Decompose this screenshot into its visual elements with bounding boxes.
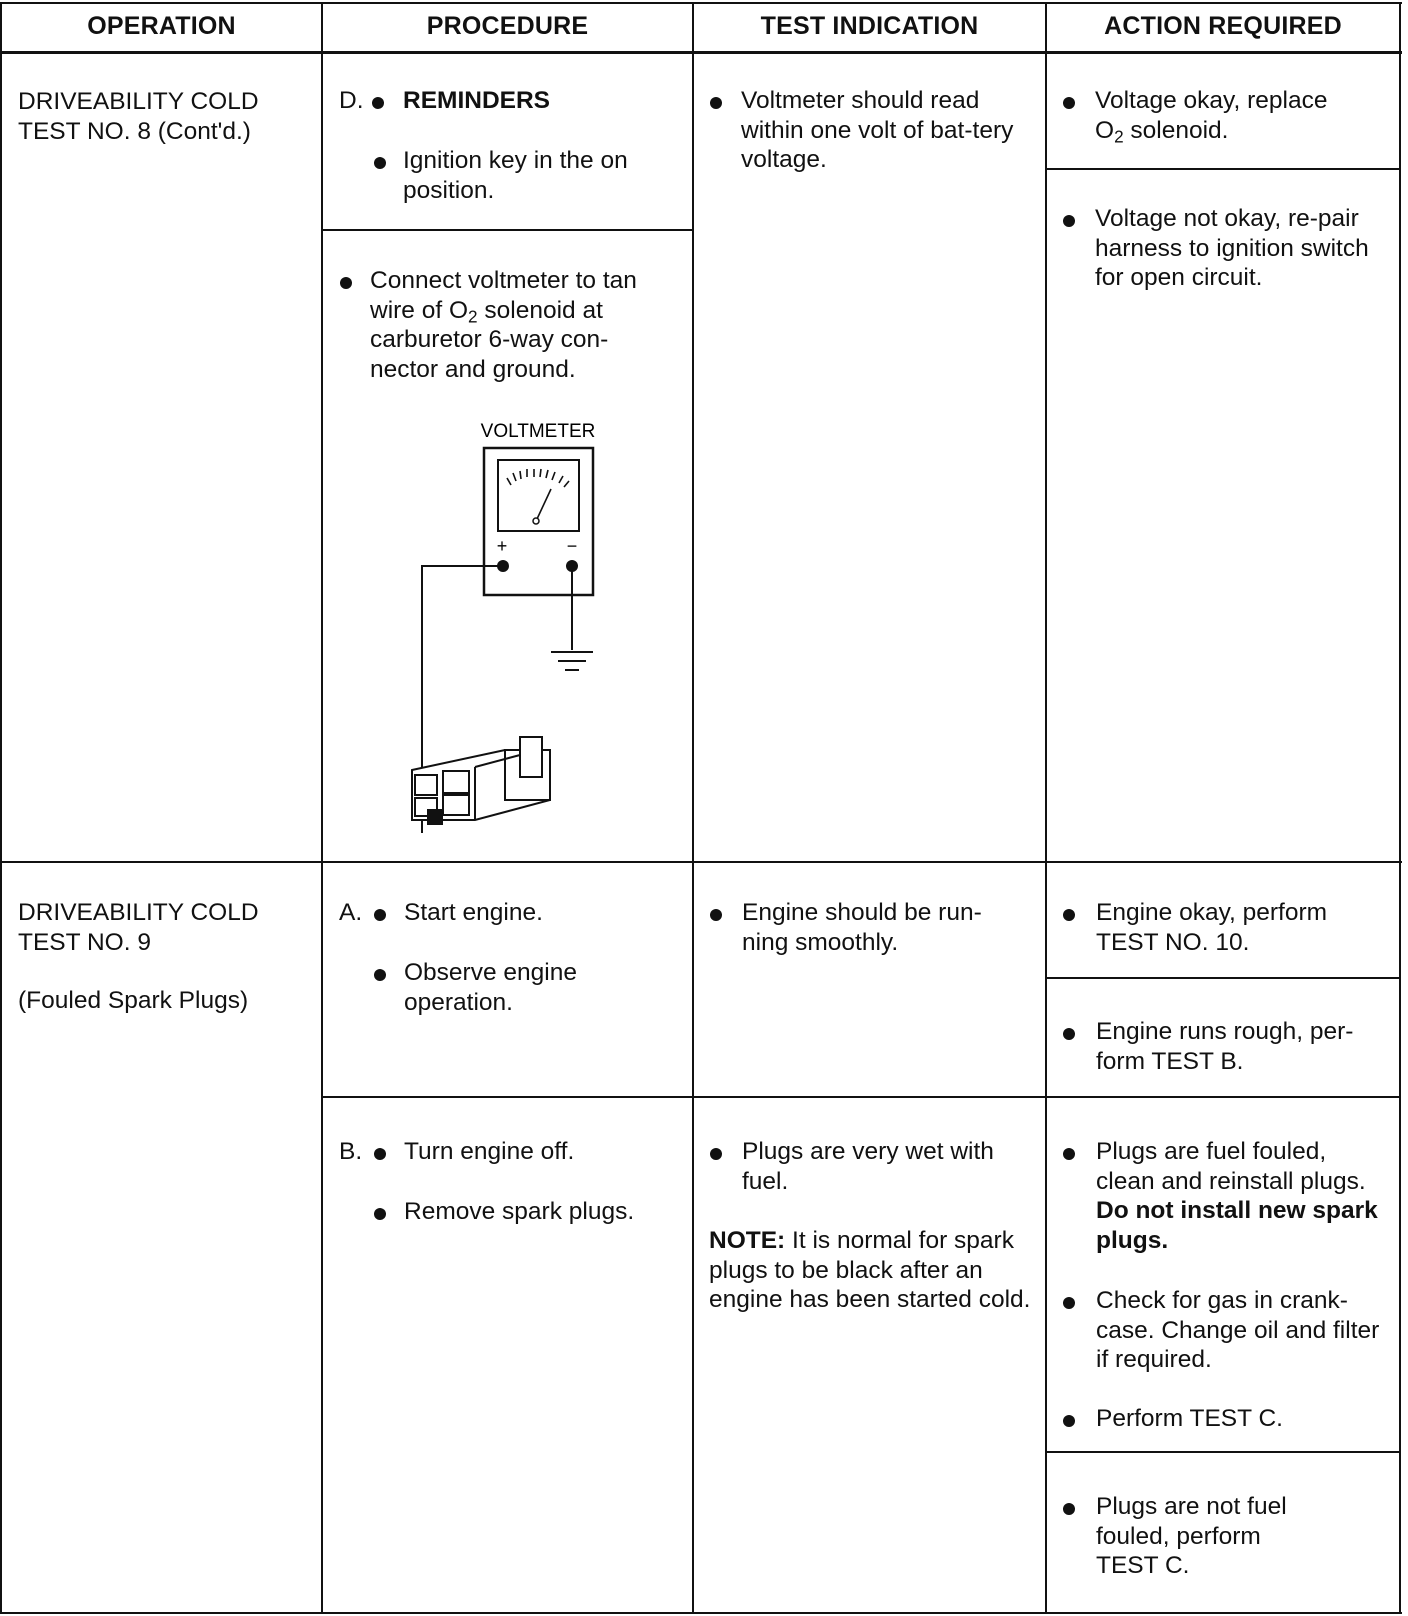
header-operation: OPERATION bbox=[87, 11, 236, 40]
table-bottom-border bbox=[0, 1612, 1402, 1614]
bullet-icon bbox=[1063, 909, 1075, 921]
header-procedure: PROCEDURE bbox=[426, 11, 589, 40]
action-check-crankcase: Check for gas in crank-case. Change oil and filter if required. bbox=[1096, 1287, 1380, 1373]
connect-line-1: Connect voltmeter to tan bbox=[370, 267, 637, 294]
action-divider-b bbox=[1046, 1451, 1400, 1453]
voltmeter-scale-icon bbox=[507, 469, 569, 487]
note-text: It is normal for spark plugs to be black after an engine has been started cold. bbox=[709, 1227, 1031, 1313]
connect-voltmeter-text bbox=[370, 266, 690, 384]
operation-test8-line1: DRIVEABILITY COLD bbox=[18, 88, 259, 115]
table-right-border bbox=[1399, 2, 1401, 1614]
reminders-label: REMINDERS bbox=[403, 87, 551, 114]
bullet-icon bbox=[710, 909, 722, 921]
bullet-icon bbox=[374, 1148, 386, 1160]
header-action-required: ACTION REQUIRED bbox=[1104, 11, 1342, 40]
col-divider-2 bbox=[692, 2, 694, 1614]
operation-test9 bbox=[18, 898, 318, 1016]
action-engine-rough: Engine runs rough, per-form TEST B. bbox=[1096, 1018, 1354, 1075]
bullet-icon bbox=[1063, 1148, 1075, 1160]
bullet-icon bbox=[1063, 1503, 1075, 1515]
voltmeter-needle bbox=[537, 489, 551, 519]
voltmeter-label: VOLTMETER bbox=[480, 421, 596, 442]
col-divider-1 bbox=[321, 2, 323, 1614]
bullet-icon bbox=[710, 97, 722, 109]
action-divider-test8 bbox=[1046, 168, 1400, 170]
bullet-icon bbox=[374, 909, 386, 921]
action-plugs-not-fouled: Plugs are not fuel fouled, perform TEST C. bbox=[1096, 1493, 1287, 1579]
operation-test8 bbox=[18, 87, 318, 146]
table-left-border bbox=[0, 2, 2, 1614]
action-plugs-fuel-fouled: Plugs are fuel fouled, clean and reinstall plugs. Do not install new spark plugs. bbox=[1096, 1138, 1378, 1254]
bullet-icon bbox=[1063, 1297, 1075, 1309]
action-engine-okay: Engine okay, perform TEST NO. 10. bbox=[1096, 899, 1328, 956]
connect-line-2: wire of $O_2$ solenoid at bbox=[370, 296, 603, 326]
connect-line-3: carburetor 6-way con- bbox=[370, 326, 609, 353]
indication-plugs-wet: Plugs are very wet with fuel. bbox=[742, 1138, 994, 1195]
bullet-icon bbox=[340, 277, 352, 289]
bullet-icon bbox=[1063, 215, 1075, 227]
operation-test9-line3: (Fouled Spark Plugs) bbox=[18, 987, 249, 1014]
plus-terminal-label: + bbox=[496, 536, 508, 556]
procedure-divider-b bbox=[322, 1096, 1400, 1098]
indication-note bbox=[709, 1226, 1034, 1315]
note-label: NOTE: bbox=[709, 1227, 786, 1254]
bullet-icon bbox=[374, 1208, 386, 1220]
operation-test9-line1: DRIVEABILITY COLD bbox=[18, 899, 259, 926]
col-divider-3 bbox=[1045, 2, 1047, 1614]
action-perform-test-c: Perform TEST C. bbox=[1096, 1405, 1283, 1432]
reminder-ignition-key: Ignition key in the on position. bbox=[403, 147, 628, 204]
bullet-icon bbox=[374, 157, 386, 169]
step-b-turn-engine-off: Turn engine off. bbox=[404, 1138, 575, 1165]
voltmeter-diagram bbox=[400, 415, 660, 855]
step-b-remove-plugs: Remove spark plugs. bbox=[404, 1198, 635, 1225]
indication-voltmeter-reading: Voltmeter should read within one volt of bat-tery voltage. bbox=[741, 87, 1014, 173]
operation-test9-line2: TEST NO. 9 bbox=[18, 928, 151, 956]
step-a-observe-engine: Observe engine operation. bbox=[404, 959, 577, 1016]
bullet-icon bbox=[1063, 1415, 1075, 1427]
row-divider-test9 bbox=[0, 861, 1402, 863]
operation-test8-line2: TEST NO. 8 (Cont'd.) bbox=[18, 117, 251, 145]
bullet-icon bbox=[374, 969, 386, 981]
ground-icon bbox=[551, 652, 593, 670]
step-a-letter: A. bbox=[339, 899, 363, 926]
bullet-icon bbox=[710, 1148, 722, 1160]
connect-line-4: nector and ground. bbox=[370, 355, 576, 383]
step-b-letter: B. bbox=[339, 1138, 363, 1165]
action-voltage-okay: Voltage okay, replace $O_2$ solenoid. bbox=[1095, 87, 1328, 146]
minus-terminal-label: − bbox=[566, 536, 578, 556]
action-voltage-not-okay: Voltage not okay, re-pair harness to ignition switch for open circuit. bbox=[1095, 205, 1369, 291]
header-test-indication: TEST INDICATION bbox=[760, 11, 979, 40]
indication-running-smoothly: Engine should be run-ning smoothly. bbox=[742, 899, 982, 956]
action-divider-a bbox=[1046, 977, 1400, 979]
step-a-start-engine: Start engine. bbox=[404, 899, 543, 926]
bullet-icon bbox=[1063, 1028, 1075, 1040]
procedure-divider-d bbox=[322, 229, 693, 231]
bullet-icon bbox=[1063, 97, 1075, 109]
bullet-icon bbox=[372, 97, 384, 109]
step-d-letter: D. bbox=[339, 87, 364, 114]
